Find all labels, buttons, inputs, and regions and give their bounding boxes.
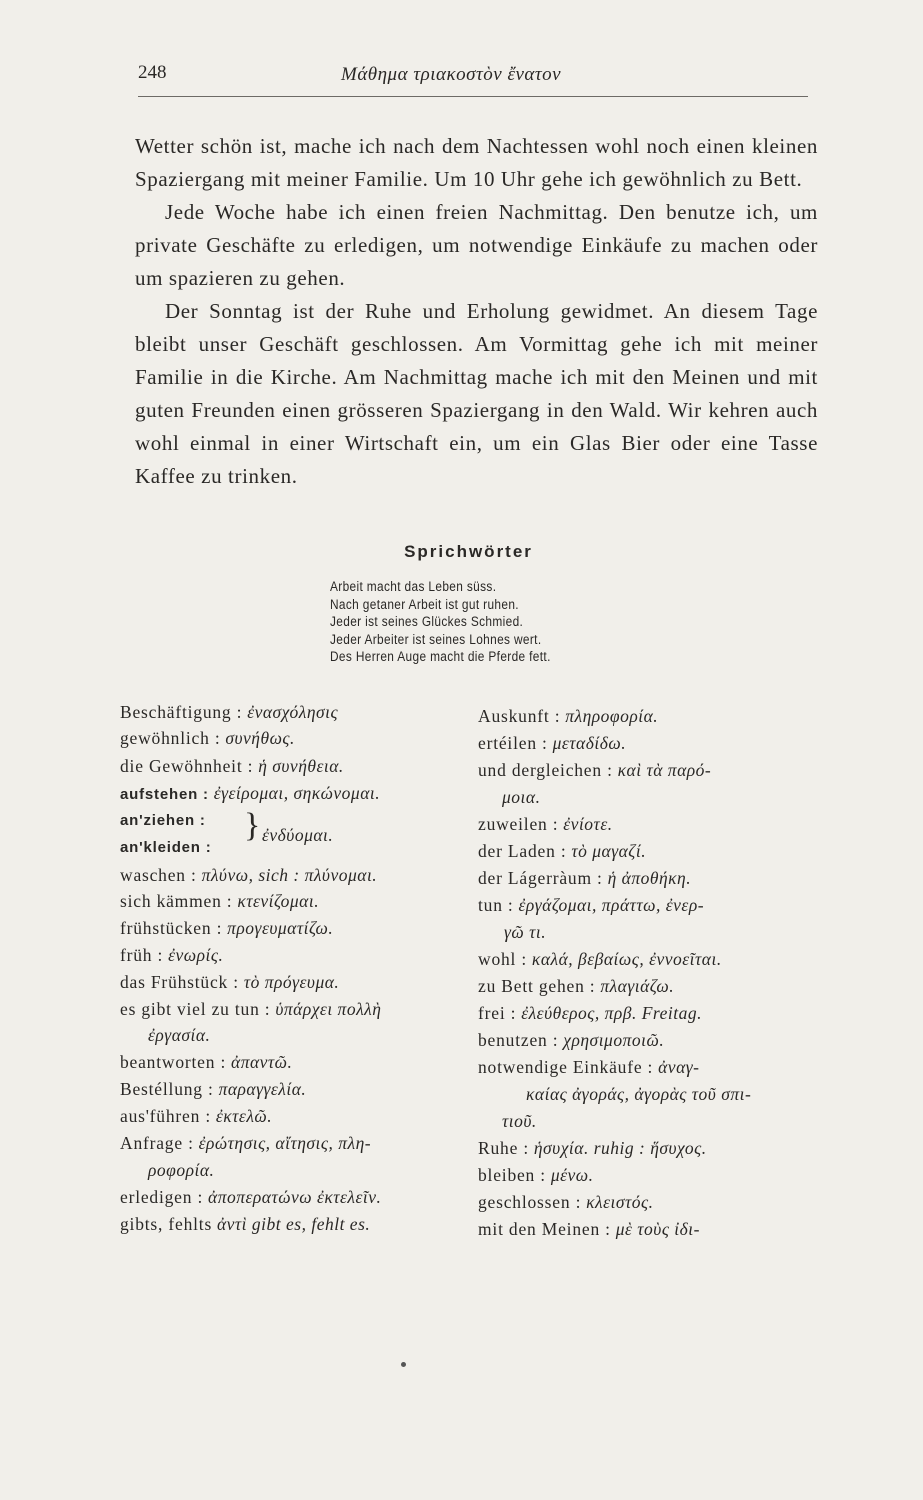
paragraph-3: Der Sonntag ist der Ruhe und Erholung gewidmet. An diesem Tage bleibt unser Geschäft geschlossen. Am Vormittag gehe ich mit meiner Familie in die Kirche. Am Nachmittag mache ich mit den Meinen und mit guten Freunden einen grösseren Spaziergang in den Wald. Wir kehren auch wohl einmal in einer Wirtschaft ein, um ein Glas Bier oder eine Tasse Kaffee zu trinken.	[135, 299, 818, 488]
vocab-entry: gibts, fehlts ἀντὶ gibt es, fehlt es.	[120, 1214, 371, 1234]
vocab-entry: Auskunft : πληροφορία.	[478, 706, 659, 726]
page-number: 248	[138, 62, 167, 83]
proverb-item: Jeder ist seines Glückes Schmied.	[330, 614, 524, 629]
proverbs-list	[330, 578, 700, 666]
vocab-entry: benutzen : χρησιμοποιῶ.	[478, 1030, 665, 1050]
vocab-entry: Beschäftigung : ἐνασχόλησις	[120, 702, 339, 722]
reading-text	[135, 130, 818, 493]
vocab-entry: früh : ἐνωρίς.	[120, 945, 224, 965]
header-rule	[138, 96, 808, 97]
proverb-item: Nach getaner Arbeit ist gut ruhen.	[330, 596, 519, 612]
vocab-entry: zu Bett gehen : πλαγιάζω.	[478, 976, 675, 996]
vocab-entry: ἐργασία.	[148, 1025, 211, 1045]
vocab-entry: geschlossen : κλειστός.	[478, 1192, 654, 1212]
vocab-entry: an'ziehen :	[120, 812, 206, 829]
vocab-entry: notwendige Einkäufe : ἀναγ-	[478, 1057, 700, 1077]
vocab-entry: frühstücken : προγευματίζω.	[120, 918, 334, 938]
vocab-entry: Bestéllung : παραγγελία.	[120, 1079, 307, 1099]
proverb-item: Arbeit macht das Leben süss.	[330, 579, 497, 594]
vocab-entry: γῶ τι.	[504, 922, 547, 942]
vocab-entry: tun : ἐργάζομαι, πράττω, ἐνερ-	[478, 895, 705, 915]
vocab-entry: aus'führen : ἐκτελῶ.	[120, 1106, 273, 1126]
vocab-entry: gewöhnlich : συνήθως.	[120, 728, 295, 748]
vocab-entry: Ruhe : ἡσυχία. ruhig : ἥσυχος.	[478, 1138, 707, 1158]
proverbs-heading: Sprichwörter	[404, 542, 533, 561]
paragraph-1: Wetter schön ist, mache ich nach dem Nachtessen wohl noch einen kleinen Spaziergang mit meiner Familie. Um 10 Uhr gehe ich gewöhnlich zu Bett.	[135, 134, 818, 191]
print-speck	[401, 1362, 406, 1367]
vocab-entry: es gibt viel zu tun : ὑπάρχει πολλὴ	[120, 999, 382, 1019]
vocab-entry: μοια.	[502, 787, 541, 807]
vocab-entry: der Laden : τὸ μαγαζί.	[478, 841, 647, 861]
page-header	[138, 62, 818, 92]
vocab-entry: ertéilen : μεταδίδω.	[478, 733, 627, 753]
vocab-entry: τιοῦ.	[502, 1111, 537, 1131]
paragraph-2: Jede Woche habe ich einen freien Nachmittag. Den benutze ich, um private Geschäfte zu erledigen, um notwendige Einkäufe zu machen oder um spazieren zu gehen.	[135, 200, 818, 290]
vocab-entry: ροφορία.	[148, 1160, 215, 1180]
proverb-item: Des Herren Auge macht die Pferde fett.	[330, 649, 551, 664]
vocab-entry: καίας ἀγοράς, ἀγορὰς τοῦ σπι-	[526, 1084, 752, 1104]
vocab-entry: an'kleiden :	[120, 839, 212, 856]
vocab-entry: bleiben : μένω.	[478, 1165, 594, 1185]
vocab-entry: beantworten : ἀπαντῶ.	[120, 1052, 293, 1072]
vocab-entry: zuweilen : ἐνίοτε.	[478, 814, 613, 834]
vocab-entry: erledigen : ἀποπερατώνω ἐκτελεῖν.	[120, 1187, 382, 1207]
vocab-entry: das Frühstück : τὸ πρόγευμα.	[120, 972, 340, 992]
vocab-entry: die Gewöhnheit : ἡ συνήθεια.	[120, 756, 344, 776]
vocab-entry: aufstehen : ἐγείρομαι, σηκώνομαι.	[120, 783, 381, 803]
vocab-entry: Anfrage : ἐρώτησις, αἴτησις, πλη-	[120, 1133, 372, 1153]
proverb-item: Jeder Arbeiter ist seines Lohnes wert.	[330, 631, 542, 647]
vocab-entry: mit den Meinen : μὲ τοὺς ἰδι-	[478, 1219, 700, 1239]
vocab-entry: frei : ἐλεύθερος, πρβ. Freitag.	[478, 1003, 702, 1023]
running-title: Μάθημα τριακοστὸν ἔνατον	[341, 64, 562, 85]
vocab-entry: sich kämmen : κτενίζομαι.	[120, 891, 320, 911]
vocab-entry: waschen : πλύνω, sich : πλύνομαι.	[120, 865, 378, 885]
vocab-entry: und dergleichen : καὶ τὰ παρό-	[478, 760, 712, 780]
shared-translation: ἐνδύομαι.	[262, 825, 334, 845]
vocab-entry: der Lágerràum : ἡ ἀποθήκη.	[478, 868, 692, 888]
vocab-entry: wohl : καλά, βεβαίως, ἐννοεῖται.	[478, 949, 722, 969]
brace-glyph: }	[244, 807, 261, 844]
